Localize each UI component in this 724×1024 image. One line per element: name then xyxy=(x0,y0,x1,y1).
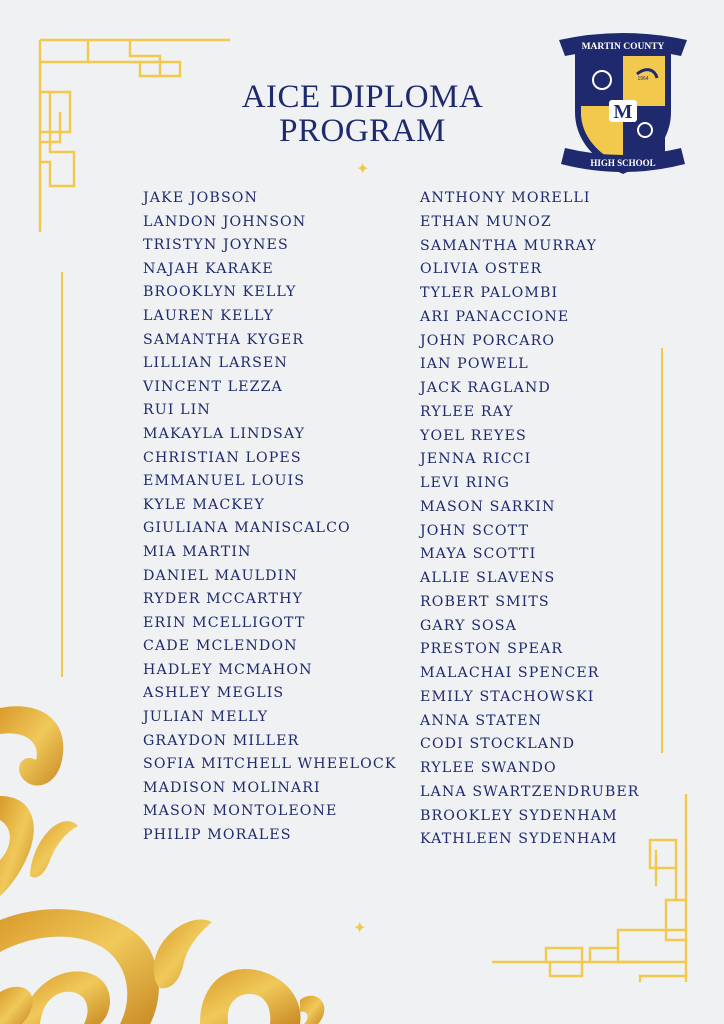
list-item: LAUREN KELLY xyxy=(143,307,275,324)
list-item: JENNA RICCI xyxy=(420,451,532,468)
list-item: LILLIAN LARSEN xyxy=(143,355,288,372)
list-item: CHRISTIAN LOPES xyxy=(143,449,302,466)
list-item: JOHN PORCARO xyxy=(420,332,556,349)
list-item: MAKAYLA LINDSAY xyxy=(143,425,306,442)
list-item: LANDON JOHNSON xyxy=(143,213,307,230)
title-line-1: AICE DIPLOMA xyxy=(241,79,484,115)
list-item: DANIEL MAULDIN xyxy=(143,567,298,584)
list-item: CADE MCLENDON xyxy=(143,638,298,655)
list-item: LANA SWARTZENDRUBER xyxy=(420,783,640,800)
list-item: ETHAN MUNOZ xyxy=(420,213,552,230)
sparkle-icon: ✦ xyxy=(353,918,367,937)
list-item: MASON SARKIN xyxy=(420,498,556,515)
crest-letter: M xyxy=(613,101,633,123)
list-item: MALACHAI SPENCER xyxy=(420,665,600,681)
list-item: ARI PANACCIONE xyxy=(420,308,570,325)
list-item: SAMANTHA MURRAY xyxy=(420,237,598,254)
list-item: HADLEY MCMAHON xyxy=(143,661,313,678)
right-vertical-rule xyxy=(661,348,663,753)
list-item: JULIAN MELLY xyxy=(143,709,269,726)
list-item: RYDER MCCARTHY xyxy=(143,591,304,608)
list-item: MIA MARTIN xyxy=(143,543,252,560)
names-column-right xyxy=(420,187,640,852)
names-column-left xyxy=(143,187,397,848)
crest-top-text: MARTIN COUNTY xyxy=(581,42,665,52)
list-item: LEVI RING xyxy=(420,475,511,491)
crest-bottom-text: HIGH SCHOOL xyxy=(590,158,656,168)
page-title xyxy=(200,80,525,148)
list-item: TRISTYN JOYNES xyxy=(143,237,289,254)
list-item: YOEL REYES xyxy=(420,427,527,444)
list-item: RYLEE RAY xyxy=(420,403,514,420)
list-item: RYLEE SWANDO xyxy=(420,760,557,776)
list-item: ASHLEY MEGLIS xyxy=(143,685,285,702)
list-item: RUI LIN xyxy=(143,402,211,419)
left-vertical-rule xyxy=(61,272,63,677)
list-item: GARY SOSA xyxy=(420,617,517,634)
list-item: KYLE MACKEY xyxy=(143,496,265,513)
sparkle-icon: ✦ xyxy=(356,159,370,178)
list-item: MASON MONTOLEONE xyxy=(143,803,338,820)
list-item: ALLIE SLAVENS xyxy=(420,570,556,586)
list-item: ROBERT SMITS xyxy=(420,593,550,610)
list-item: EMMANUEL LOUIS xyxy=(143,473,306,490)
list-item: PRESTON SPEAR xyxy=(420,641,564,658)
list-item: SOFIA MITCHELL WHEELOCK xyxy=(143,756,397,773)
list-item: CODI STOCKLAND xyxy=(420,736,576,753)
crest-year: 1964 xyxy=(637,76,649,82)
list-item: KATHLEEN SYDENHAM xyxy=(420,831,618,848)
list-item: JACK RAGLAND xyxy=(420,380,551,396)
list-item: PHILIP MORALES xyxy=(143,827,292,844)
list-item: OLIVIA OSTER xyxy=(420,261,543,278)
list-item: JOHN SCOTT xyxy=(420,522,530,539)
list-item: BROOKLEY SYDENHAM xyxy=(420,807,618,824)
list-item: GIULIANA MANISCALCO xyxy=(143,520,351,537)
list-item: ANNA STATEN xyxy=(420,712,543,729)
title-line-2: PROGRAM xyxy=(279,113,446,149)
list-item: SAMANTHA KYGER xyxy=(143,331,305,348)
list-item: NAJAH KARAKE xyxy=(143,260,274,277)
list-item: TYLER PALOMBI xyxy=(420,285,559,301)
list-item: MADISON MOLINARI xyxy=(143,779,321,796)
list-item: MAYA SCOTTI xyxy=(420,546,537,563)
list-item: EMILY STACHOWSKI xyxy=(420,688,595,705)
list-item: JAKE JOBSON xyxy=(143,190,259,206)
school-crest-logo xyxy=(557,30,689,180)
list-item: BROOKLYN KELLY xyxy=(143,284,297,301)
list-item: IAN POWELL xyxy=(420,356,529,373)
list-item: GRAYDON MILLER xyxy=(143,732,300,749)
list-item: VINCENT LEZZA xyxy=(143,378,283,395)
list-item: ERIN MCELLIGOTT xyxy=(143,614,306,631)
list-item: ANTHONY MORELLI xyxy=(420,190,591,206)
